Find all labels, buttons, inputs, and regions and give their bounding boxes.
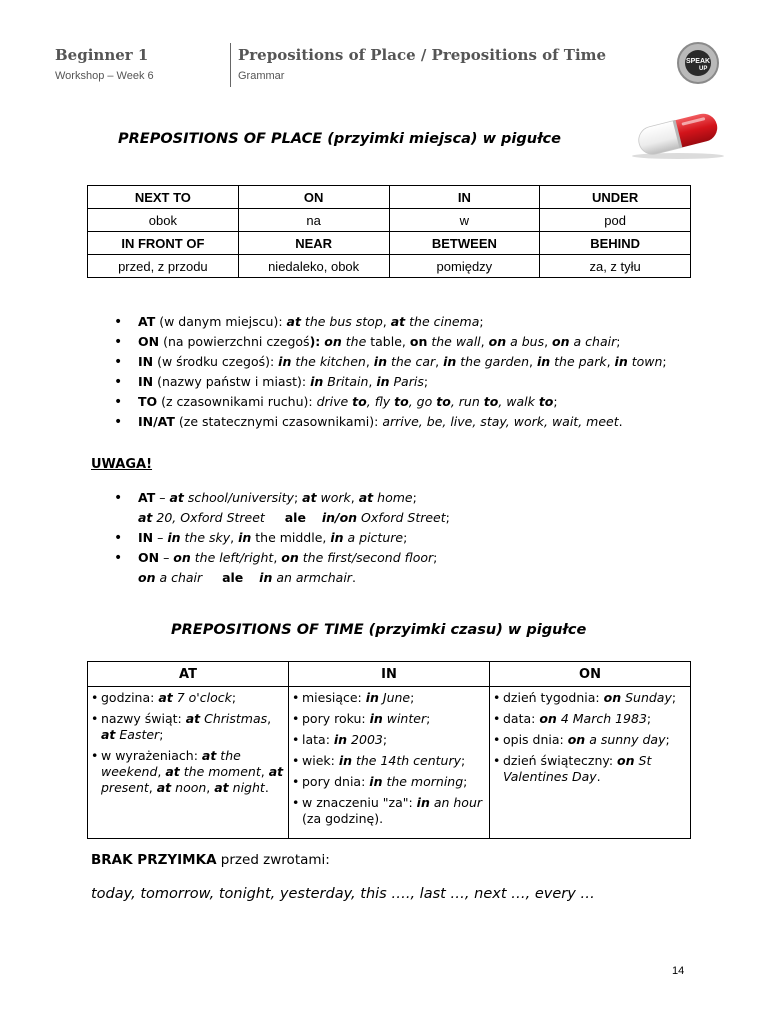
text-segment: the left/right (190, 550, 274, 565)
text-segment: w znaczeniu "za": (302, 795, 417, 810)
place-prepositions-table (87, 185, 691, 278)
text-segment: ; (293, 490, 303, 505)
text-segment: to (394, 394, 409, 409)
list-item (91, 690, 285, 706)
list-item (113, 352, 667, 372)
text-segment (265, 510, 285, 525)
time-expressions: today, tomorrow, tonight, yesterday, this …., last …, next …, every … (91, 886, 595, 902)
text-segment: AT (138, 314, 156, 329)
text-segment: the bus stop (300, 314, 383, 329)
logo-text-speak: SPEAK (685, 58, 711, 65)
text-segment: , run (450, 394, 484, 409)
text-segment (202, 570, 222, 585)
column-header: AT (88, 662, 289, 687)
text-segment: the kitchen (291, 354, 366, 369)
translation-cell: przed, z przodu (88, 255, 239, 278)
text-segment: , fly (366, 394, 395, 409)
text-segment: 7 o'clock (172, 690, 232, 705)
text-segment: w wyrażeniach: (101, 748, 202, 763)
list-item (113, 488, 450, 528)
text-segment: ; (616, 334, 621, 349)
time-usage-list (292, 690, 486, 827)
text-segment: on (173, 550, 191, 565)
text-segment: , walk (498, 394, 539, 409)
text-segment: in (373, 354, 387, 369)
text-segment: the moment (179, 764, 261, 779)
text-segment: at (358, 490, 374, 505)
time-column-cell (289, 687, 490, 839)
text-segment: an armchair (272, 570, 352, 585)
text-segment: , (544, 334, 553, 349)
text-segment: , go (408, 394, 437, 409)
text-segment: a bus (506, 334, 545, 349)
lesson-subtitle: Grammar (238, 70, 285, 82)
text-segment: . (596, 769, 601, 784)
text-segment: (nazwy państw i miast): (153, 374, 311, 389)
list-item (493, 753, 687, 785)
text-segment: ; (403, 530, 408, 545)
text-segment: , (267, 711, 276, 726)
translation-cell: za, z tyłu (540, 255, 691, 278)
text-segment: to (436, 394, 451, 409)
text-segment: ale (284, 510, 306, 525)
list-item (493, 711, 687, 727)
text-segment: ; (412, 490, 417, 505)
text-segment: in/on (321, 510, 358, 525)
text-segment: a chair (569, 334, 617, 349)
time-section-title: PREPOSITIONS OF TIME (przyimki czasu) w pigułce (171, 622, 587, 638)
text-segment: ON (138, 334, 160, 349)
list-item (493, 690, 687, 706)
text-segment: ; (553, 394, 558, 409)
text-segment: (z czasownikami ruchu): (157, 394, 317, 409)
logo-text-up: UP (699, 66, 708, 72)
text-segment: drive (316, 394, 353, 409)
text-segment: in (338, 753, 352, 768)
list-item (113, 332, 667, 352)
text-segment: on (138, 570, 156, 585)
text-segment: Britain (323, 374, 369, 389)
time-column-cell (490, 687, 691, 839)
no-preposition-bold: BRAK PRZYIMKA (91, 852, 217, 868)
text-segment: table, (366, 334, 410, 349)
text-segment: in (310, 374, 324, 389)
preposition-cell: BETWEEN (389, 232, 540, 255)
preposition-cell: IN (389, 186, 540, 209)
text-segment: TO (138, 394, 158, 409)
text-segment: ; (646, 711, 652, 726)
text-segment: Paris (389, 374, 424, 389)
text-segment: Oxford Street (357, 510, 446, 525)
time-usage-list (493, 690, 687, 785)
text-segment: ; (671, 690, 677, 705)
text-segment: an hour (429, 795, 483, 810)
text-segment: a chair (155, 570, 203, 585)
text-segment: . (351, 570, 356, 585)
text-segment: lata: (302, 732, 334, 747)
time-usage-list (91, 690, 288, 796)
text-segment: in (376, 374, 390, 389)
text-segment: in (333, 732, 348, 747)
text-segment: the weekend (101, 748, 245, 779)
column-header: ON (490, 662, 691, 687)
text-segment: , (435, 354, 444, 369)
time-column-cell (88, 687, 289, 839)
place-section-title: PREPOSITIONS OF PLACE (przyimki miejsca) w pigułce (118, 131, 561, 147)
preposition-cell: BEHIND (540, 232, 691, 255)
translation-cell: niedaleko, obok (238, 255, 389, 278)
text-segment: ; (231, 690, 237, 705)
text-segment: on (409, 334, 428, 349)
text-segment: pory roku: (302, 711, 370, 726)
text-segment: , (365, 354, 374, 369)
text-segment: present (101, 764, 288, 795)
text-segment: the wall (427, 334, 481, 349)
text-segment: on (324, 334, 342, 349)
text-segment: . (618, 414, 623, 429)
text-segment: pory dnia: (302, 774, 370, 789)
text-segment: at (156, 780, 172, 795)
list-item (292, 753, 486, 769)
text-segment: St Valentines Day (503, 753, 656, 784)
text-segment (243, 570, 259, 585)
text-segment: on (617, 753, 635, 768)
text-segment (306, 510, 322, 525)
text-segment: (w środku czegoś): (153, 354, 279, 369)
text-segment: data: (503, 711, 540, 726)
text-segment: AT (138, 490, 156, 505)
text-segment: Christmas (200, 711, 268, 726)
text-segment: – (159, 550, 174, 565)
text-segment: ; (410, 690, 415, 705)
list-item (91, 748, 288, 796)
text-segment: in (278, 354, 292, 369)
text-segment: ; (479, 314, 484, 329)
list-item (113, 372, 667, 392)
text-segment: the park (550, 354, 607, 369)
text-segment: IN/AT (138, 414, 175, 429)
text-segment: a sunny day (585, 732, 666, 747)
text-segment: on (539, 711, 557, 726)
text-segment: the morning (382, 774, 464, 789)
text-segment: a picture (343, 530, 404, 545)
text-segment: at (165, 764, 180, 779)
preposition-cell: NEAR (238, 232, 389, 255)
text-segment: – (155, 490, 170, 505)
text-segment: in (369, 711, 383, 726)
text-segment: the first/second floor (298, 550, 434, 565)
list-item (113, 548, 450, 588)
text-segment: at (158, 690, 173, 705)
text-segment: 2003 (347, 732, 383, 747)
text-segment: – (153, 530, 168, 545)
text-segment: (za godzinę). (302, 795, 487, 826)
place-rules-list (113, 312, 667, 432)
list-item (113, 412, 667, 432)
translation-cell: w (389, 209, 540, 232)
text-segment: IN (138, 374, 154, 389)
no-preposition-rest: przed zwrotami: (216, 852, 330, 868)
text-segment: dzień tygodnia: (503, 690, 604, 705)
text-segment: ON (138, 550, 160, 565)
table-row (88, 209, 691, 232)
text-segment: on (603, 690, 622, 705)
translation-cell: obok (88, 209, 239, 232)
text-segment: (w danym miejscu): (155, 314, 287, 329)
text-segment: at (214, 780, 229, 795)
text-segment: ; (662, 354, 667, 369)
pill-icon (624, 108, 732, 160)
uwaga-label: UWAGA! (91, 457, 153, 472)
text-segment: to (538, 394, 554, 409)
text-segment: on (552, 334, 570, 349)
list-item (292, 732, 486, 748)
translation-cell: na (238, 209, 389, 232)
text-segment: the sky (180, 530, 231, 545)
text-segment: the (341, 334, 367, 349)
text-segment: ; (463, 774, 468, 789)
text-segment: at (286, 314, 301, 329)
text-segment: ; (665, 732, 670, 747)
text-segment: Easter (115, 727, 160, 742)
text-segment: in (369, 774, 383, 789)
text-segment: , (206, 780, 215, 795)
text-segment: school/university (183, 490, 294, 505)
text-segment: ): (309, 334, 321, 349)
text-segment: work (316, 490, 351, 505)
table-row (88, 232, 691, 255)
preposition-cell: IN FRONT OF (88, 232, 239, 255)
no-preposition-note (91, 852, 330, 868)
text-segment: on (567, 732, 586, 747)
table-row (88, 255, 691, 278)
course-week: Workshop – Week 6 (55, 70, 154, 82)
translation-cell: pomiędzy (389, 255, 540, 278)
list-item (292, 795, 486, 827)
text-segment: in (365, 690, 379, 705)
text-segment: opis dnia: (503, 732, 568, 747)
list-item (113, 312, 667, 332)
text-segment: ; (461, 753, 466, 768)
text-segment: (na powierzchni czegoś (159, 334, 310, 349)
text-segment: nazwy świąt: (101, 711, 186, 726)
text-segment: , (606, 354, 615, 369)
text-segment: in (416, 795, 430, 810)
header-right (238, 46, 606, 82)
text-segment: , (157, 764, 166, 779)
text-segment: , (273, 550, 282, 565)
text-segment: , (480, 334, 489, 349)
text-segment: on (281, 550, 299, 565)
preposition-cell: ON (238, 186, 389, 209)
uwaga-list (113, 488, 450, 588)
list-item (113, 392, 667, 412)
text-segment: , (260, 764, 269, 779)
text-segment: in (259, 570, 273, 585)
list-item (292, 774, 486, 790)
time-prepositions-table (87, 661, 691, 839)
text-segment: 20, Oxford Street (152, 510, 265, 525)
speak-up-logo (677, 42, 719, 84)
list-item (493, 732, 687, 748)
header-left (55, 46, 154, 82)
text-segment: wiek: (302, 753, 339, 768)
preposition-cell: UNDER (540, 186, 691, 209)
page-number: 14 (672, 965, 685, 977)
table-row (88, 186, 691, 209)
list-item (292, 690, 486, 706)
text-segment: (ze statecznymi czasownikami): (174, 414, 383, 429)
text-segment: in (536, 354, 551, 369)
text-segment: ; (159, 727, 164, 742)
text-segment: June (378, 690, 411, 705)
text-segment: 4 March 1983 (556, 711, 647, 726)
text-segment: at (201, 748, 217, 763)
header-divider (230, 43, 231, 87)
text-segment: in (330, 530, 344, 545)
text-segment: ; (423, 374, 429, 389)
text-segment: at (185, 711, 201, 726)
text-segment: to (352, 394, 367, 409)
text-segment: IN (138, 354, 154, 369)
text-segment: IN (138, 530, 154, 545)
table-header-row (88, 662, 691, 687)
text-segment: at (169, 490, 184, 505)
text-segment: godzina: (101, 690, 159, 705)
text-segment: to (483, 394, 499, 409)
text-segment: in (614, 354, 628, 369)
text-segment: the cinema (405, 314, 480, 329)
text-segment: ale (222, 570, 244, 585)
text-segment: winter (382, 711, 427, 726)
text-segment: , (382, 314, 391, 329)
text-segment: at (390, 314, 406, 329)
text-segment: , (148, 780, 157, 795)
text-segment: , (230, 530, 239, 545)
text-segment: in (167, 530, 181, 545)
text-segment: town (627, 354, 663, 369)
text-segment: , (529, 354, 537, 369)
text-segment: . (264, 780, 269, 795)
text-segment: home (373, 490, 413, 505)
text-segment: at (101, 727, 116, 742)
preposition-cell: NEXT TO (88, 186, 239, 209)
text-segment: the garden (456, 354, 530, 369)
text-segment: Sunday (621, 690, 672, 705)
column-header: IN (289, 662, 490, 687)
text-segment: noon (171, 780, 207, 795)
text-segment: ; (433, 550, 438, 565)
text-segment: , (368, 374, 377, 389)
text-segment: ; (382, 732, 388, 747)
text-segment: the 14th century (352, 753, 462, 768)
text-segment: at (138, 510, 153, 525)
text-segment: on (488, 334, 507, 349)
text-segment: at (268, 764, 284, 779)
text-segment: the middle, (251, 530, 331, 545)
list-item (292, 711, 486, 727)
text-segment: , (350, 490, 359, 505)
text-segment: ; (426, 711, 431, 726)
page-header (0, 0, 768, 100)
list-item (113, 528, 450, 548)
text-segment: ; (445, 510, 450, 525)
text-segment: the car (386, 354, 436, 369)
course-title: Beginner 1 (55, 46, 149, 64)
text-segment: dzień świąteczny: (503, 753, 618, 768)
text-segment: at (302, 490, 317, 505)
text-segment: night (228, 780, 265, 795)
lesson-title: Prepositions of Place / Prepositions of Time (238, 46, 607, 64)
text-segment: arrive, be, live, stay, work, wait, meet (382, 414, 619, 429)
translation-cell: pod (540, 209, 691, 232)
text-segment: in (238, 530, 252, 545)
text-segment: miesiące: (302, 690, 366, 705)
text-segment: in (443, 354, 457, 369)
list-item (91, 711, 285, 743)
table-row (88, 687, 691, 839)
